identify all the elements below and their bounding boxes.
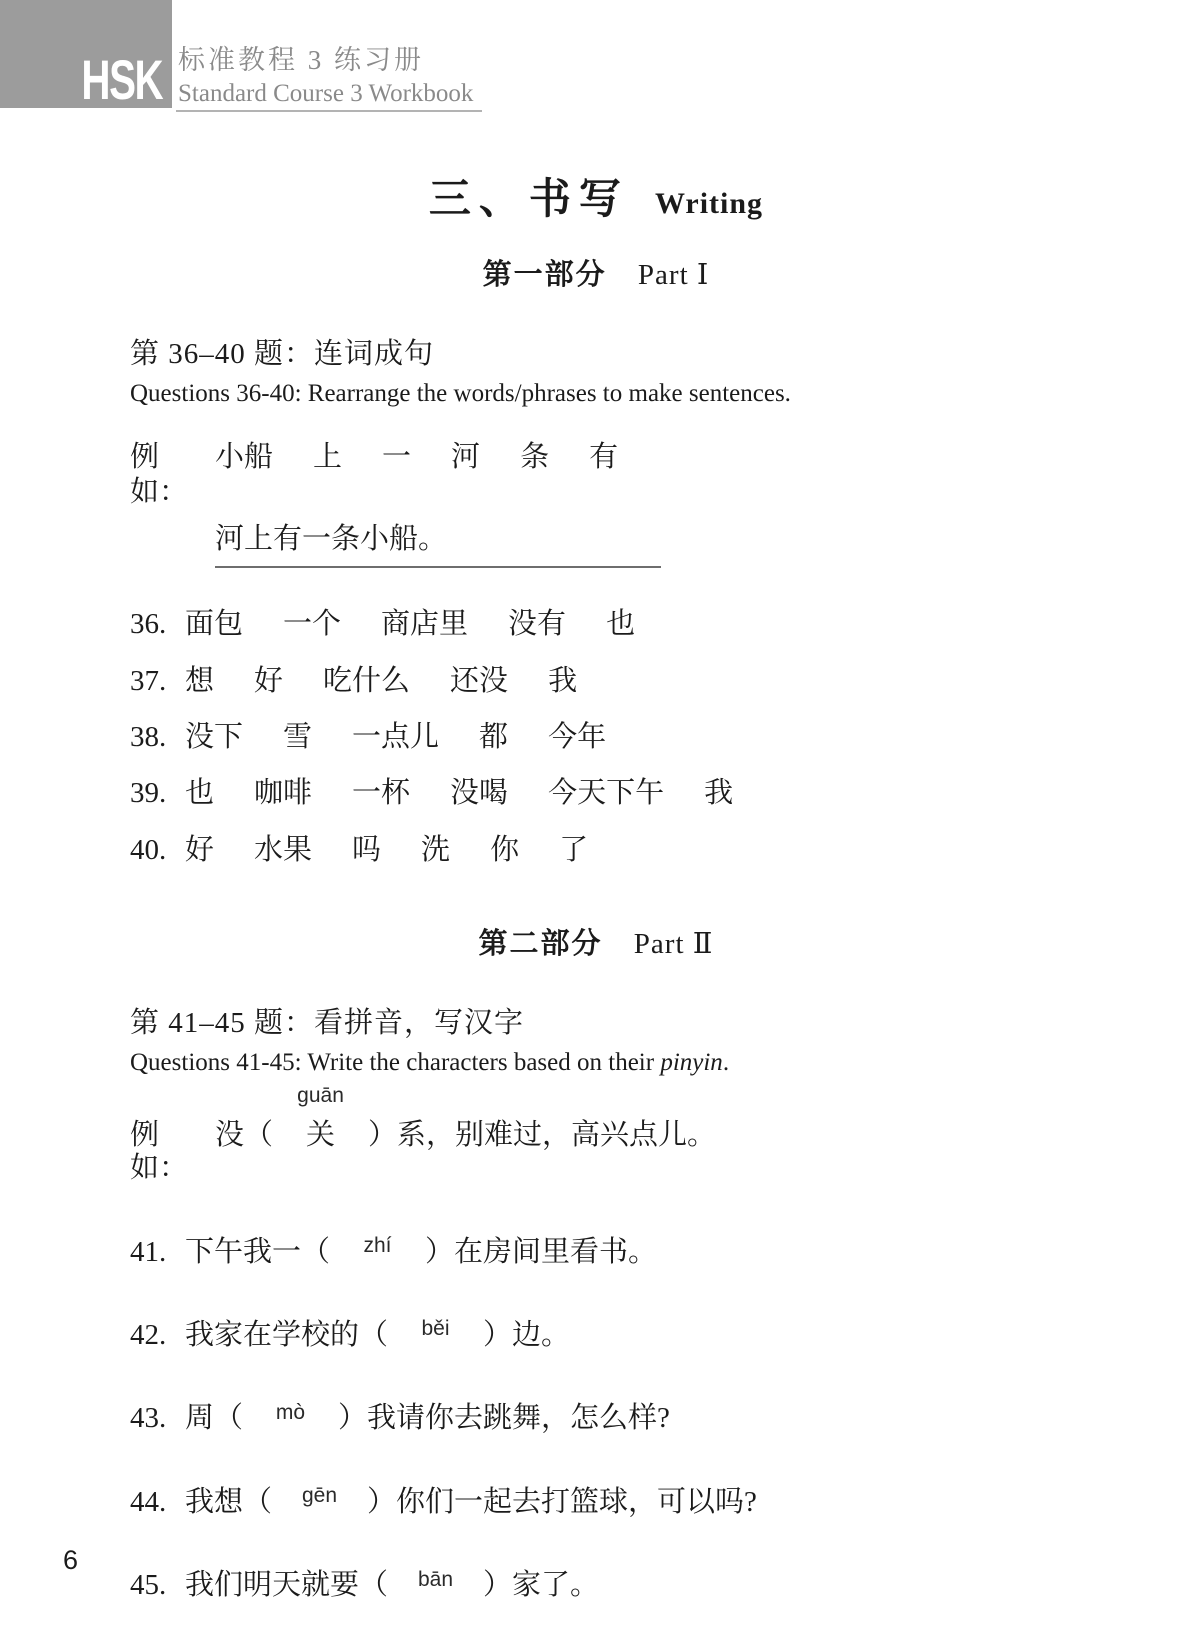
part2-question-row bbox=[130, 1533, 1092, 1602]
pinyin-label: mò bbox=[275, 1400, 306, 1424]
question-number: 36. bbox=[130, 608, 167, 641]
pinyin-label: bān bbox=[417, 1567, 454, 1591]
question-text-before: 下午我一（ bbox=[185, 1235, 331, 1268]
question-text-before: 周（ bbox=[185, 1402, 244, 1435]
question-word: 都 bbox=[479, 721, 509, 754]
part2-question-row bbox=[130, 1366, 1092, 1435]
question-number: 41. bbox=[130, 1235, 167, 1268]
question-number: 40. bbox=[130, 833, 167, 866]
pinyin-label: guān bbox=[297, 1084, 344, 1108]
question-words bbox=[185, 665, 577, 698]
part2-section bbox=[0, 1000, 1192, 1602]
question-number: 43. bbox=[130, 1402, 167, 1435]
example-text-before: 没（ bbox=[215, 1119, 274, 1152]
section-title bbox=[0, 166, 1192, 226]
question-text bbox=[185, 1486, 757, 1519]
part1-instruction-zh: 第 36–40 题：连词成句 bbox=[130, 338, 435, 370]
question-word: 一点儿 bbox=[352, 721, 440, 754]
example-answer-blank bbox=[273, 1084, 368, 1152]
part2-instruction-zh: 第 41–45 题：看拼音，写汉字 bbox=[130, 1007, 525, 1040]
question-word: 一杯 bbox=[352, 777, 411, 810]
question-number: 39. bbox=[130, 777, 167, 810]
part1-example-words bbox=[215, 440, 618, 510]
example-answer-line bbox=[215, 510, 661, 569]
pinyin-label: zhí bbox=[363, 1234, 392, 1258]
part1-question-row bbox=[130, 721, 1092, 754]
header-title-en: Standard Course 3 Workbook bbox=[178, 80, 474, 107]
header-titles bbox=[178, 38, 473, 108]
question-word: 没下 bbox=[185, 721, 244, 754]
part2-question-row bbox=[130, 1450, 1092, 1519]
question-word: 也 bbox=[185, 777, 215, 810]
question-text-before: 我们明天就要（ bbox=[185, 1569, 389, 1602]
pinyin-label: běi bbox=[421, 1317, 450, 1341]
example-word: 有 bbox=[589, 441, 619, 473]
example-text-after: ）系，别难过，高兴点儿。 bbox=[368, 1119, 717, 1152]
page-header bbox=[0, 0, 1192, 118]
question-word: 你 bbox=[490, 833, 520, 866]
question-text-after: ）家了。 bbox=[483, 1569, 600, 1602]
part2-heading-en: Part Ⅱ bbox=[633, 928, 714, 961]
hsk-logo: HSK bbox=[81, 47, 162, 111]
question-text bbox=[185, 1236, 657, 1269]
question-word: 面包 bbox=[185, 608, 244, 641]
example-label: 例如： bbox=[130, 1119, 189, 1185]
question-word: 雪 bbox=[283, 721, 313, 754]
part2-instruction-en-suffix: . bbox=[722, 1049, 730, 1077]
question-word: 我 bbox=[704, 777, 734, 810]
question-word: 没有 bbox=[508, 608, 567, 641]
question-words bbox=[185, 608, 635, 641]
example-word: 条 bbox=[520, 441, 550, 473]
question-number: 42. bbox=[130, 1319, 167, 1352]
question-word: 好 bbox=[254, 664, 284, 697]
header-underline bbox=[176, 110, 482, 112]
page-number: 6 bbox=[63, 1545, 79, 1575]
question-word: 了 bbox=[559, 833, 589, 866]
part2-instruction-en bbox=[130, 1049, 1092, 1077]
question-word: 今天下午 bbox=[548, 777, 665, 810]
example-word: 一 bbox=[382, 441, 412, 473]
part2-instruction-en-pinyin-word: pinyin bbox=[660, 1049, 723, 1077]
example-word: 上 bbox=[313, 441, 343, 473]
question-word: 也 bbox=[606, 608, 636, 641]
question-number: 37. bbox=[130, 664, 167, 697]
part2-questions bbox=[130, 1200, 1092, 1603]
part1-question-row bbox=[130, 608, 1092, 641]
part2-question-row bbox=[130, 1200, 1092, 1269]
part2-question-row bbox=[130, 1283, 1092, 1352]
question-text bbox=[185, 1319, 570, 1352]
example-label: 例如： bbox=[130, 441, 189, 508]
question-word: 吗 bbox=[352, 833, 382, 866]
part1-heading bbox=[0, 252, 1192, 293]
question-text bbox=[185, 1569, 599, 1602]
part1-question-row bbox=[130, 834, 1092, 867]
question-word: 一个 bbox=[283, 608, 342, 641]
question-text bbox=[185, 1402, 670, 1435]
example-word: 河 bbox=[451, 441, 481, 473]
part2-heading-zh: 第二部分 bbox=[478, 928, 603, 961]
part1-section bbox=[0, 331, 1192, 867]
question-text-before: 我家在学校的（ bbox=[185, 1319, 389, 1352]
question-number: 38. bbox=[130, 721, 167, 754]
part2-example bbox=[130, 1083, 1092, 1186]
question-word: 吃什么 bbox=[323, 664, 411, 697]
question-words bbox=[185, 777, 733, 810]
example-answer-character: 关 bbox=[306, 1119, 336, 1152]
part1-question-row bbox=[130, 665, 1092, 698]
question-word: 洗 bbox=[421, 833, 451, 866]
hsk-logo-box bbox=[0, 0, 172, 111]
question-word: 没喝 bbox=[450, 777, 509, 810]
header-title-zh: 标准教程 3 练习册 bbox=[178, 45, 424, 75]
example-word: 小船 bbox=[215, 441, 274, 473]
section-title-en: Writing bbox=[654, 187, 764, 220]
part2-example-text bbox=[215, 1084, 717, 1186]
question-text-after: ）你们一起去打篮球，可以吗? bbox=[367, 1485, 757, 1518]
question-word: 商店里 bbox=[381, 608, 469, 641]
question-word: 今年 bbox=[548, 721, 607, 754]
question-number: 45. bbox=[130, 1569, 167, 1602]
part1-questions bbox=[130, 608, 1092, 867]
section-title-zh: 三、书写 bbox=[428, 177, 629, 223]
question-word: 水果 bbox=[254, 833, 313, 866]
part1-question-row bbox=[130, 777, 1092, 810]
question-text-after: ）在房间里看书。 bbox=[425, 1235, 658, 1268]
part2-instruction-en-prefix: Questions 41-45: Write the characters based on their bbox=[130, 1049, 661, 1077]
question-text-before: 我想（ bbox=[185, 1485, 273, 1518]
question-text-after: ）我请你去跳舞，怎么样? bbox=[338, 1402, 670, 1435]
question-word: 咖啡 bbox=[254, 777, 313, 810]
question-word: 好 bbox=[185, 833, 215, 866]
part1-heading-zh: 第一部分 bbox=[482, 259, 607, 291]
question-text-after: ）边。 bbox=[483, 1319, 571, 1352]
pinyin-label: gēn bbox=[301, 1484, 338, 1508]
question-words bbox=[185, 834, 588, 867]
question-words bbox=[185, 721, 606, 754]
question-word: 我 bbox=[548, 664, 578, 697]
question-word: 还没 bbox=[450, 664, 509, 697]
question-word: 想 bbox=[185, 664, 215, 697]
example-answer-text: 河上有一条小船。 bbox=[215, 522, 448, 555]
part2-heading bbox=[0, 921, 1192, 962]
part1-example bbox=[130, 440, 1092, 510]
question-number: 44. bbox=[130, 1485, 167, 1518]
part1-instruction-en: Questions 36-40: Rearrange the words/phrases to make sentences. bbox=[130, 380, 791, 407]
part1-heading-en: Part Ⅰ bbox=[637, 259, 710, 291]
